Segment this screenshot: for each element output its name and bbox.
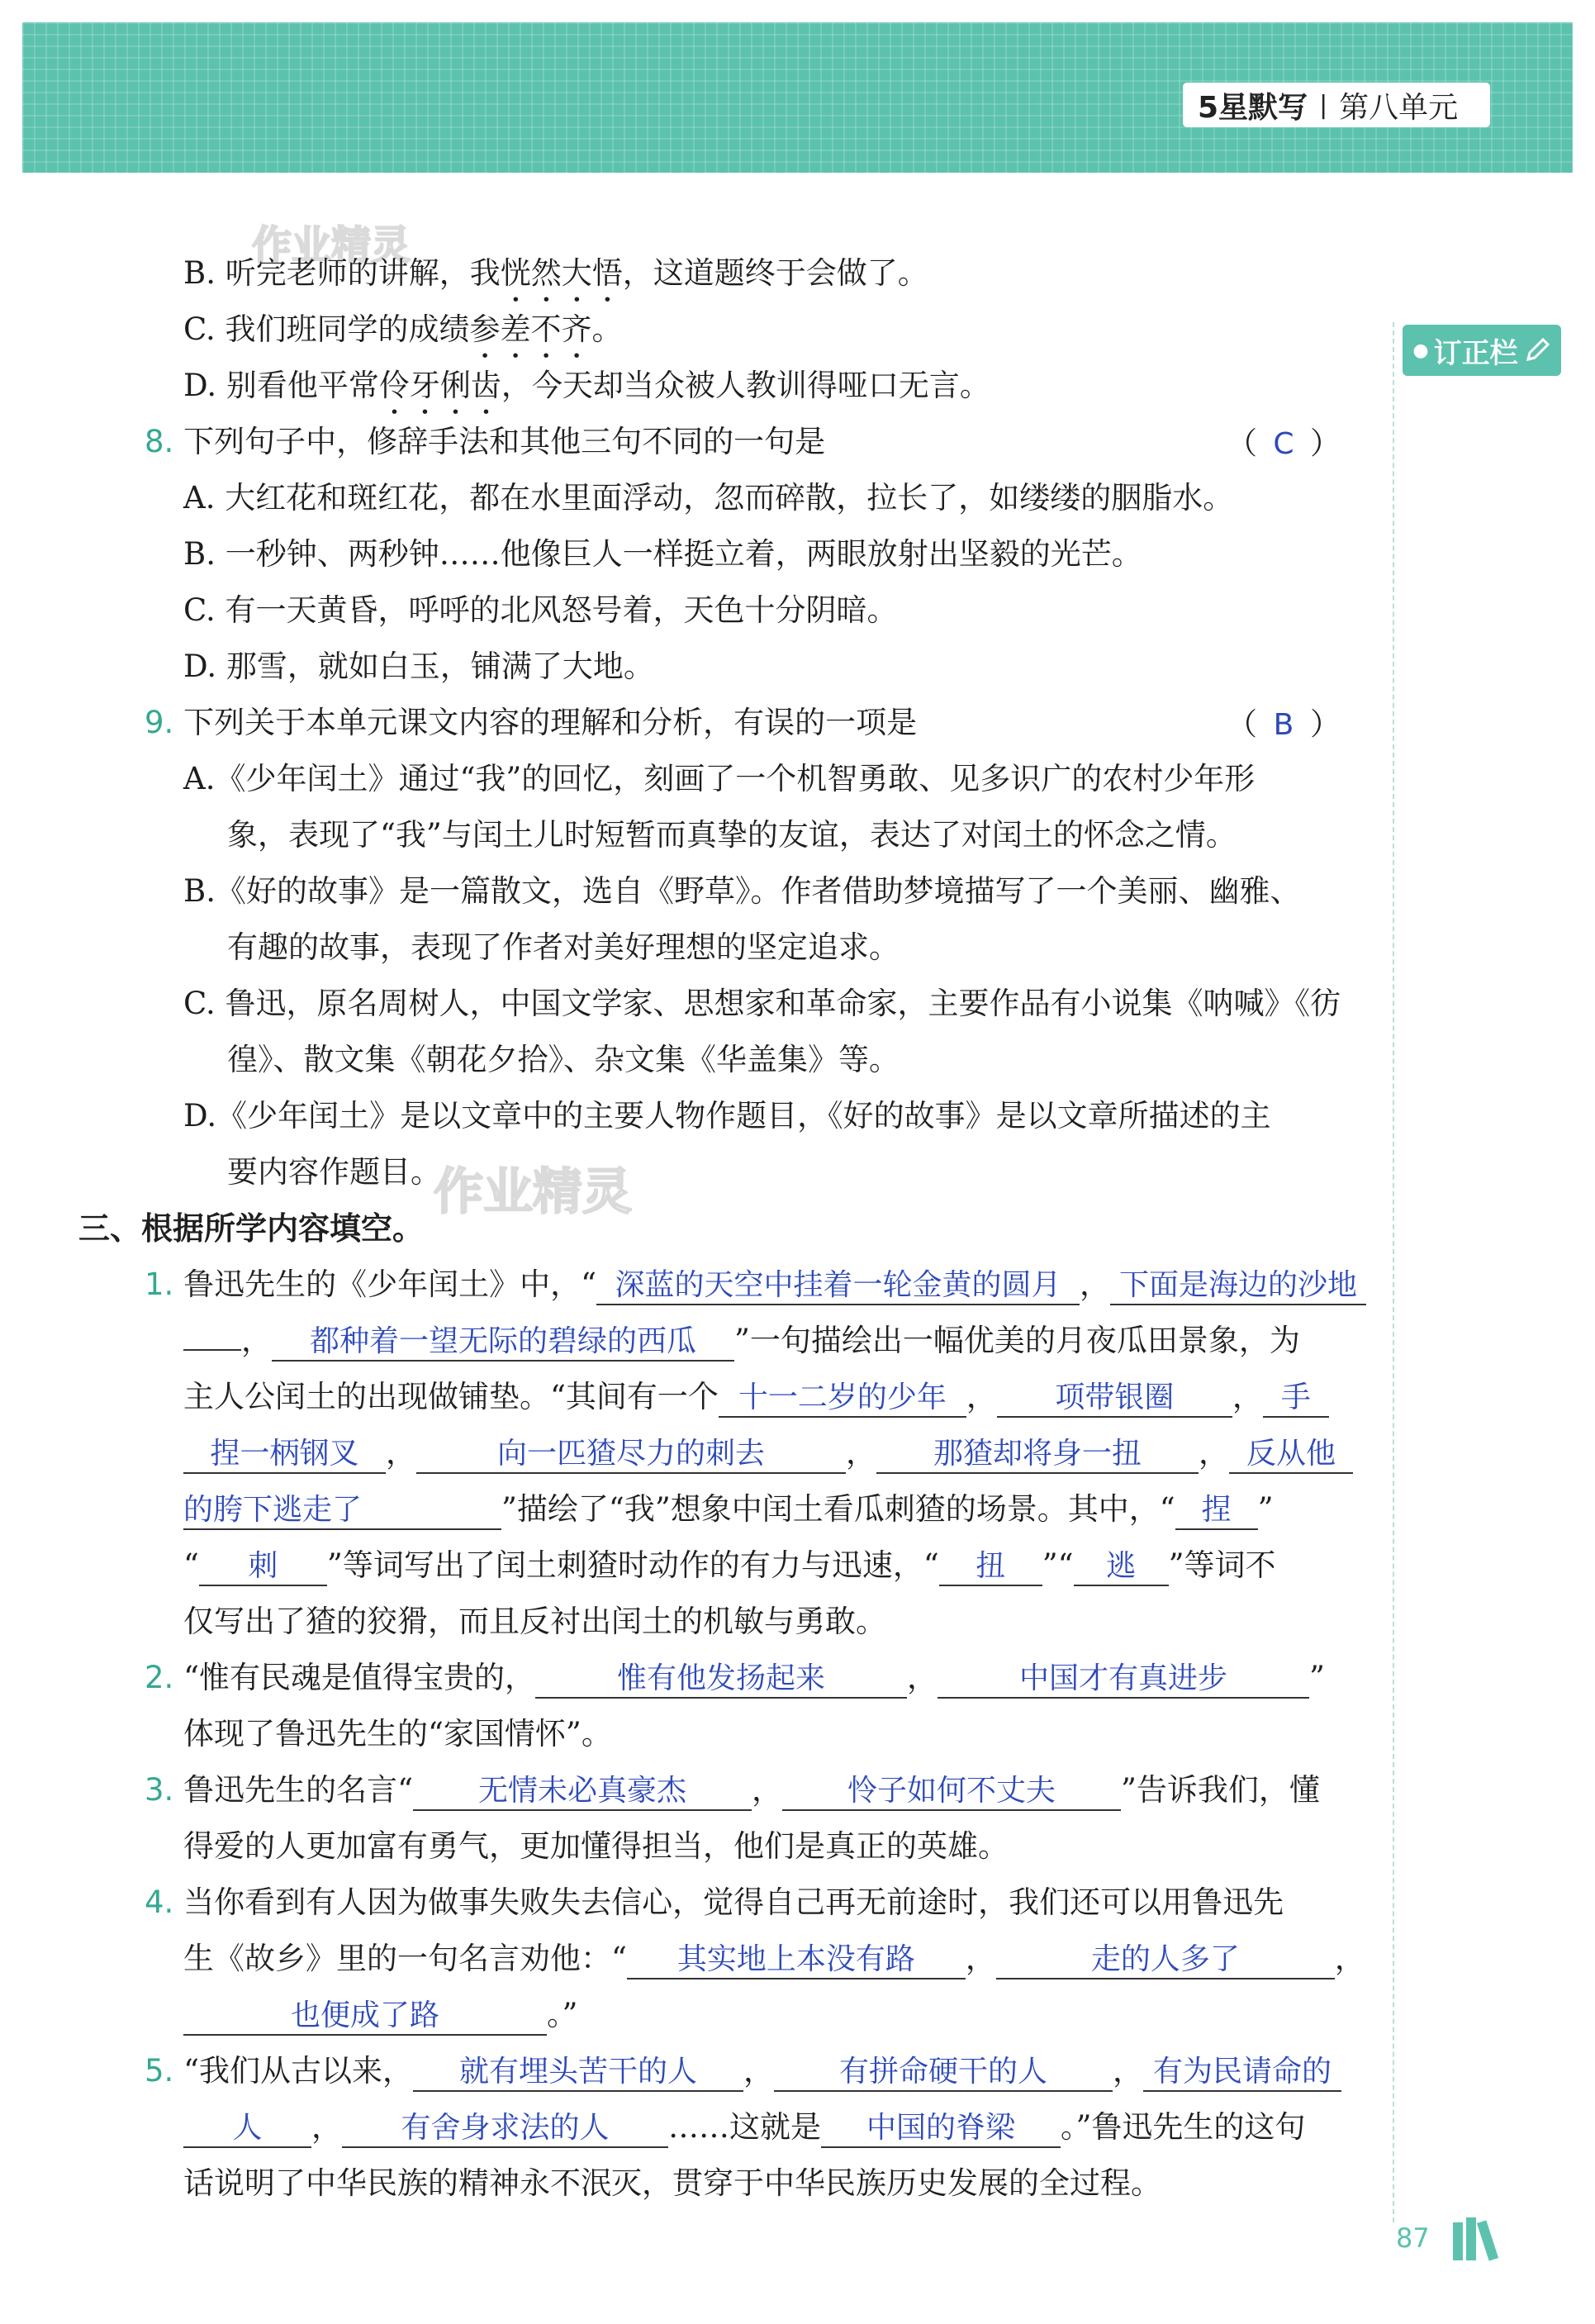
option-c-line2: 徨》、散文集《朝花夕拾》、杂文集《华盖集》等。 xyxy=(227,1042,900,1077)
answer-blank: 手 xyxy=(1263,1380,1329,1418)
fill-1-line6 xyxy=(183,1545,1276,1586)
fill-3-line2: 得爱的人更加富有勇气，更加懂得担当，他们是真正的英雄。 xyxy=(183,1828,1009,1864)
watermark: 作业精灵 xyxy=(434,1163,632,1221)
answer-text: B xyxy=(1273,708,1294,742)
brand-title: 5星默写 xyxy=(1198,90,1308,125)
fill-4-line2 xyxy=(183,1938,1365,1979)
option-a-line1: A.《少年闰土》通过“我”的回忆，刻画了一个机智勇敢、见多识广的农村少年形 xyxy=(183,761,1256,796)
punct: ， xyxy=(1080,1267,1110,1302)
dotted-word: 恍然大悟 xyxy=(500,255,623,291)
option-a-line2: 象，表现了“我”与闰土儿时短暂而真挚的友谊，表达了对闰土的怀念之情。 xyxy=(227,817,1237,853)
option-b-line1: B.《好的故事》是一篇散文，选自《野草》。作者借助梦境描写了一个美丽、幽雅、 xyxy=(183,873,1301,909)
option-d: D. 那雪，就如白玉，铺满了大地。 xyxy=(183,649,654,684)
punct: ， xyxy=(386,1435,416,1471)
text: ”等词写出了闰土刺猹时动作的有力与迅速，“ xyxy=(326,1547,939,1583)
sidebar-divider xyxy=(1393,322,1394,2222)
answer-blank: 下面是海边的沙地 xyxy=(1110,1267,1366,1305)
text: ”一句描绘出一幅优美的月夜瓜田景象，为 xyxy=(734,1323,1300,1358)
question-number: 4. xyxy=(145,1884,174,1920)
header-tag xyxy=(1183,83,1490,127)
fill-1-line2 xyxy=(183,1320,1300,1362)
punct: ， xyxy=(1232,1379,1263,1414)
option-c-line1: C. 鲁迅，原名周树人，中国文学家、思想家和革命家，主要作品有小说集《呐喊》《彷 xyxy=(183,986,1341,1021)
fill-5-line2 xyxy=(183,2107,1305,2148)
text: 鲁迅先生的《少年闰土》中，“ xyxy=(183,1267,596,1302)
answer-blank: 人 xyxy=(183,2110,311,2148)
fill-2-line2: 体现了鲁迅先生的“家国情怀”。 xyxy=(183,1716,612,1751)
option-text: ，这道题终于会做了。 xyxy=(622,255,928,291)
text: 主人公闰土的出现做铺垫。“其间有一个 xyxy=(183,1379,719,1414)
bracket-close: ） xyxy=(1310,425,1341,461)
punct: ， xyxy=(965,1941,996,1976)
answer-blank: 中国才有真进步 xyxy=(938,1661,1309,1699)
answer-blank: 走的人多了 xyxy=(996,1941,1335,1979)
fill-2-line1 xyxy=(145,1657,1325,1699)
punct: ， xyxy=(966,1379,997,1414)
text: 当你看到有人因为做事失败失去信心，觉得自己再无前途时，我们还可以用鲁迅先 xyxy=(183,1884,1284,1920)
option-c xyxy=(183,309,623,365)
option-b xyxy=(183,253,928,309)
dotted-word: 参差不齐 xyxy=(469,311,592,347)
option-text: C. 我们班同学的成绩 xyxy=(183,311,470,347)
fill-4-line3 xyxy=(183,1994,577,2036)
answer-blank: 十一二岁的少年 xyxy=(719,1380,966,1418)
answer-blank: 有舍身求法的人 xyxy=(342,2110,668,2148)
text: ”描绘了“我”想象中闰土看瓜刺猹的场景。其中，“ xyxy=(501,1491,1175,1527)
question-number: 2. xyxy=(145,1660,174,1695)
text: ……这就是 xyxy=(668,2109,821,2145)
option-text: ，今天却当众被人教训得哑口无言。 xyxy=(501,368,990,403)
punct: ， xyxy=(1199,1435,1229,1471)
option-d xyxy=(183,365,990,421)
fill-1-line4 xyxy=(183,1433,1353,1474)
answer-blank: 那猹却将身一扭 xyxy=(876,1436,1199,1474)
question-8 xyxy=(145,421,825,463)
punct: ， xyxy=(846,1435,876,1471)
fill-1-line1 xyxy=(145,1264,1366,1305)
text: 。”鲁迅先生的这句 xyxy=(1061,2109,1306,2145)
header-divider: | xyxy=(1319,90,1328,120)
answer-blank: 其实地上本没有路 xyxy=(627,1941,966,1979)
fill-1-line7: 仅写出了猹的狡猾，而且反衬出闰土的机敏与勇敢。 xyxy=(183,1604,886,1639)
bullet-icon: ● xyxy=(1412,340,1429,361)
text: “我们从古以来， xyxy=(183,2053,413,2089)
question-9 xyxy=(145,702,917,744)
option-text: 。 xyxy=(591,311,623,347)
answer-blank: 有拼命硬干的人 xyxy=(774,2054,1113,2092)
punct: ” xyxy=(1257,1491,1274,1527)
answer-blank: 捏一柄钢叉 xyxy=(183,1436,386,1474)
watermark: 作业精灵 xyxy=(252,222,411,269)
answer-bracket xyxy=(1227,704,1341,746)
text: ”等词不 xyxy=(1168,1547,1276,1583)
bracket-open: （ xyxy=(1227,706,1257,742)
answer-text: C xyxy=(1273,427,1294,461)
fill-5-line1 xyxy=(145,2051,1341,2092)
answer-blank: 项带银圈 xyxy=(997,1380,1232,1418)
answer-bracket xyxy=(1227,423,1341,465)
answer-blank xyxy=(183,1349,241,1351)
answer-blank: 也便成了路 xyxy=(183,1998,547,2036)
answer-blank: 惟有他发扬起来 xyxy=(535,1661,907,1699)
punct: ， xyxy=(1113,2053,1143,2089)
fill-3-line1 xyxy=(145,1770,1320,1811)
text: 生《故乡》里的一句名言劝他：“ xyxy=(183,1941,627,1976)
bracket-open: （ xyxy=(1227,425,1257,461)
answer-blank: 深蓝的天空中挂着一轮金黄的圆月 xyxy=(596,1267,1080,1305)
option-d-line1: D.《少年闰土》是以文章中的主要人物作题目，《好的故事》是以文章所描述的主 xyxy=(183,1098,1271,1133)
option-b: B. 一秒钟、两秒钟……他像巨人一样挺立着，两眼放射出坚毅的光芒。 xyxy=(183,536,1142,572)
punct: ， xyxy=(1334,1941,1365,1976)
answer-blank: 反从他 xyxy=(1229,1436,1353,1474)
punct: ， xyxy=(241,1323,272,1358)
answer-blank: 扭 xyxy=(939,1548,1042,1586)
question-stem: 下列关于本单元课文内容的理解和分析，有误的一项是 xyxy=(183,705,918,740)
answer-blank: 向一匹猹尽力的刺去 xyxy=(416,1436,846,1474)
answer-blank: 就有埋头苦干的人 xyxy=(413,2054,743,2092)
correction-label-text: 订正栏 xyxy=(1433,336,1518,370)
option-text: B. 听完老师的讲解，我 xyxy=(183,255,501,291)
answer-blank: 无情未必真豪杰 xyxy=(413,1773,752,1811)
question-number: 1. xyxy=(145,1267,174,1302)
answer-blank: 中国的脊梁 xyxy=(821,2110,1061,2148)
pencil-icon xyxy=(1523,336,1551,364)
option-text: D. 别看他平常 xyxy=(183,368,379,403)
section-title: 三、根据所学内容填空。 xyxy=(78,1210,425,1247)
answer-blank: 的胯下逃走了 xyxy=(183,1492,501,1530)
correction-column-label xyxy=(1403,325,1561,376)
punct: ， xyxy=(743,2053,774,2089)
bracket-close: ） xyxy=(1310,706,1341,742)
question-number: 8. xyxy=(145,424,174,459)
dotted-word: 伶牙俐齿 xyxy=(378,368,501,403)
text: 。” xyxy=(547,1997,578,2032)
answer-blank: 捏 xyxy=(1175,1492,1258,1530)
text: 鲁迅先生的名言“ xyxy=(183,1772,413,1808)
option-b-line2: 有趣的故事，表现了作者对美好理想的坚定追求。 xyxy=(227,929,900,965)
text: ”“ xyxy=(1042,1547,1074,1583)
answer-blank: 刺 xyxy=(199,1548,327,1586)
question-stem: 下列句子中，修辞手法和其他三句不同的一句是 xyxy=(183,424,826,459)
punct: ” xyxy=(1309,1660,1325,1695)
punct: ， xyxy=(311,2109,342,2145)
option-a: A. 大红花和斑红花，都在水里面浮动，忽而碎散，拉长了，如缕缕的胭脂水。 xyxy=(183,480,1234,516)
text: “惟有民魂是值得宝贵的， xyxy=(183,1660,535,1695)
question-number: 5. xyxy=(145,2053,174,2089)
punct: ， xyxy=(907,1660,938,1695)
page-number: 87 xyxy=(1396,2222,1430,2254)
fill-1-line3 xyxy=(183,1376,1329,1418)
question-number: 9. xyxy=(145,705,174,740)
answer-blank: 逃 xyxy=(1074,1548,1169,1586)
fill-1-line5 xyxy=(183,1489,1274,1530)
option-d-line2: 要内容作题目。 xyxy=(227,1154,441,1190)
text: ”告诉我们，懂 xyxy=(1121,1772,1320,1808)
books-icon xyxy=(1450,2214,1516,2264)
question-number: 3. xyxy=(145,1772,174,1808)
answer-blank: 都种着一望无际的碧绿的西瓜 xyxy=(272,1324,734,1362)
punct: “ xyxy=(183,1547,199,1583)
option-c: C. 有一天黄昏，呼呼的北风怒号着，天色十分阴暗。 xyxy=(183,592,898,628)
answer-blank: 有为民请命的 xyxy=(1143,2054,1341,2092)
punct: ， xyxy=(752,1772,782,1808)
fill-4-line1 xyxy=(145,1882,1284,1923)
fill-5-line3: 话说明了中华民族的精神永不泯灭，贯穿于中华民族历史发展的全过程。 xyxy=(183,2165,1161,2201)
unit-title: 第八单元 xyxy=(1339,90,1459,125)
answer-blank: 怜子如何不丈夫 xyxy=(782,1773,1121,1811)
